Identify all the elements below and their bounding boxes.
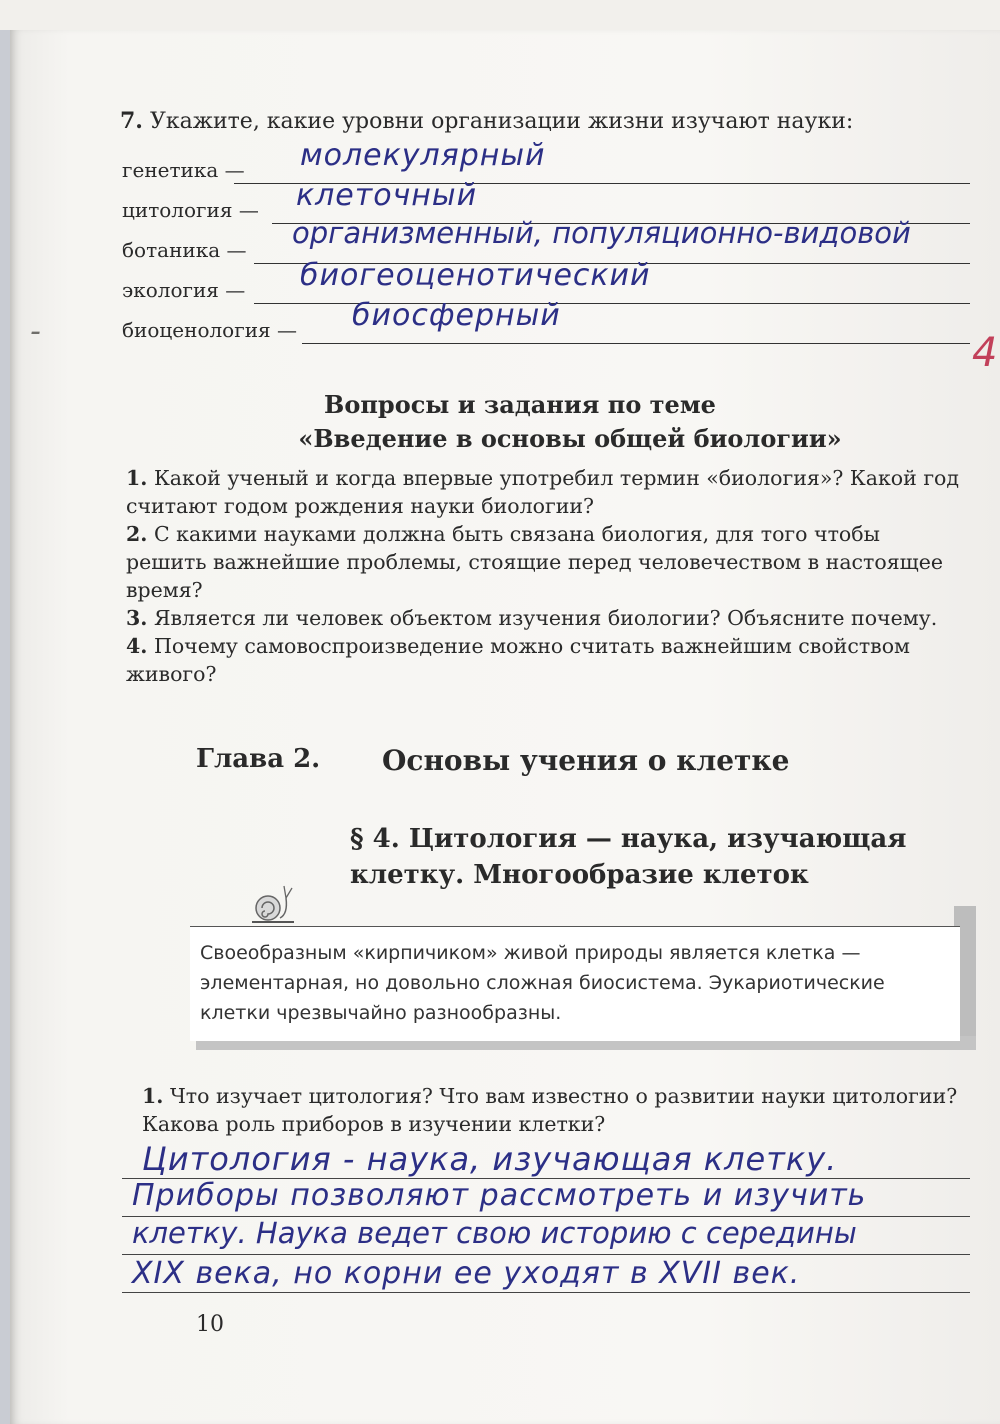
question-7-number: 7.: [120, 108, 143, 134]
row-label: генетика —: [122, 158, 245, 182]
handwritten-answer-biocenology[interactable]: биосферный: [352, 298, 561, 333]
margin-pencil-note: -: [30, 314, 42, 349]
answer-line: [302, 343, 970, 344]
paragraph-title-line1: § 4. Цитология — наука, изучающая: [350, 824, 907, 854]
chapter-label: Глава 2.: [196, 744, 321, 774]
page-number: 10: [196, 1312, 224, 1337]
row-label: цитология —: [122, 198, 259, 222]
handwritten-answer-line-2[interactable]: Приборы позволяют рассмотреть и изучить: [132, 1178, 867, 1213]
handwritten-answer-line-3[interactable]: клетку. Наука ведет свою историю с середины: [132, 1216, 857, 1250]
answer-line-4: [122, 1292, 970, 1293]
section-question-1: 1. Какой ученый и когда впервые употребил термин «биология»? Какой год считают годом рождения науки биологии?: [126, 466, 960, 518]
chapter-title: Основы учения о клетке: [382, 744, 790, 777]
section-question-3: 3. Является ли человек объектом изучения биологии? Объясните почему.: [126, 606, 938, 630]
question-1-number: 1.: [142, 1084, 164, 1108]
handwritten-answer-line-4[interactable]: XIX века, но корни ее уходят в XVII век.: [132, 1256, 801, 1291]
question-7-text: Укажите, какие уровни организации жизни изучают науки:: [149, 109, 854, 134]
row-label: ботаника —: [122, 238, 247, 262]
intro-box-text: Своеобразным «кирпичиком» живой природы является клетка — элементарная, но довольно сложная биосистема. Эукариотические клетки чрезвычайно разнообразны.: [200, 942, 885, 1024]
section-question-4: 4. Почему самовоспроизведение можно считать важнейшим свойством живого?: [126, 634, 910, 686]
handwritten-answer-cytology[interactable]: клеточный: [296, 178, 478, 213]
section-title-line2: «Введение в основы общей биологии»: [298, 424, 842, 453]
handwritten-answer-botany[interactable]: организменный, популяционно-видовой: [292, 216, 911, 250]
question-1-text: Что изучает цитология? Что вам известно о развитии науки цитологии? Какова роль приборов в изучении клетки?: [142, 1084, 958, 1136]
margin-grade-mark: 4: [972, 330, 999, 376]
section-question-2: 2. С какими науками должна быть связана биология, для того чтобы решить важнейшие проблемы, стоящие перед человечеством в настоящее время?: [126, 522, 943, 602]
answer-row-genetics: [122, 150, 970, 184]
handwritten-answer-genetics[interactable]: молекулярный: [300, 138, 546, 173]
section-questions-list: [126, 464, 962, 688]
row-label: экология —: [122, 278, 246, 302]
paragraph-title-line2: клетку. Многообразие клеток: [350, 860, 809, 890]
row-label: биоценология —: [122, 318, 298, 342]
handwritten-answer-ecology[interactable]: биогеоценотический: [300, 258, 651, 293]
question-7: [120, 108, 853, 134]
answer-line-3: [122, 1254, 970, 1255]
snail-icon: [248, 878, 298, 926]
handwritten-answer-line-1[interactable]: Цитология - наука, изучающая клетку.: [142, 1140, 838, 1178]
section-title-line1: Вопросы и задания по теме: [324, 390, 716, 419]
question-1: [142, 1082, 972, 1138]
